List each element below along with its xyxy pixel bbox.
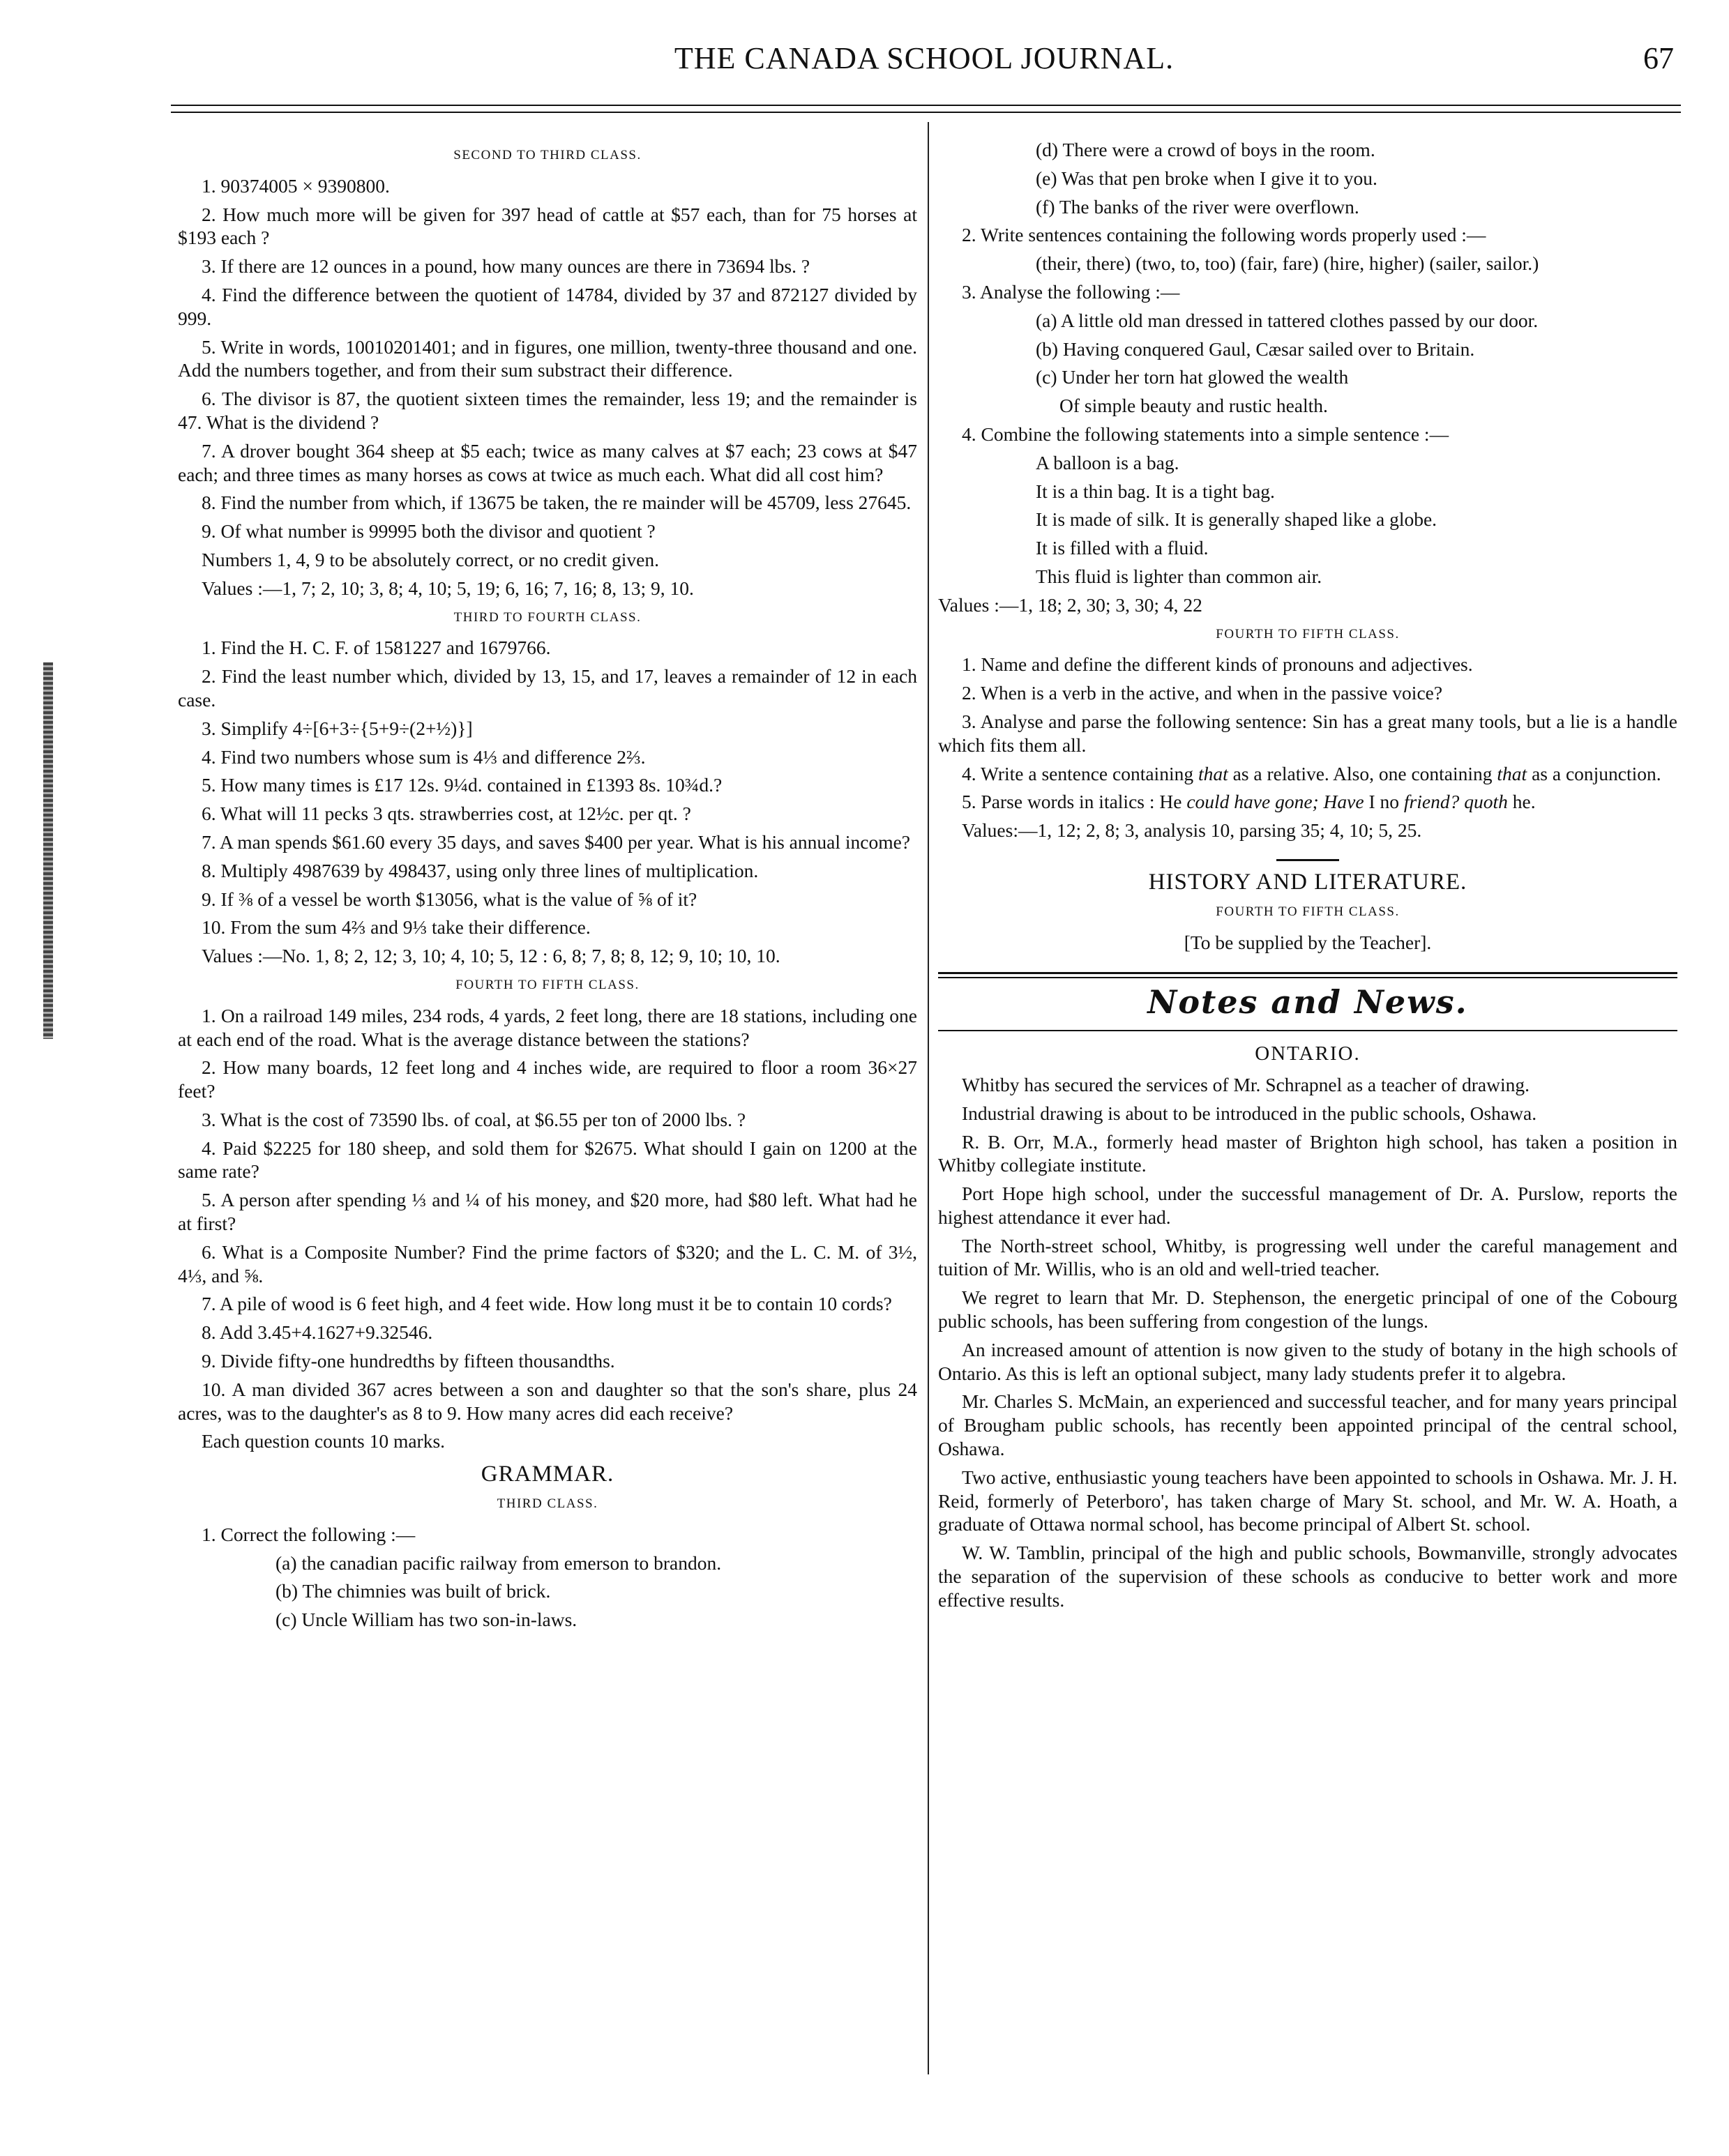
question: 10. From the sum 4⅔ and 9⅓ take their difference. xyxy=(202,916,591,939)
section-note: Each question counts 10 marks. xyxy=(202,1430,446,1452)
page-header xyxy=(167,40,1681,89)
history-subheading: FOURTH TO FIFTH CLASS. xyxy=(1216,904,1400,919)
sub-item: (f) The banks of the river were overflown. xyxy=(1036,195,1359,218)
news-item: Port Hope high school, under the successful management of Dr. A. Purslow, reports the highest attendance it ever had. xyxy=(938,1183,1677,1228)
sub-item: (c) Uncle William has two son-in-laws. xyxy=(275,1609,577,1631)
question: 4. Combine the following statements into a simple sentence :— xyxy=(962,423,1449,445)
news-item: Whitby has secured the services of Mr. Schrapnel as a teacher of drawing. xyxy=(962,1073,1530,1095)
italic-word: could have gone; Have xyxy=(1186,791,1364,813)
question: 2. Find the least number which, divided by 13, 15, and 17, leaves a remainder of 12 in each case. xyxy=(178,665,917,711)
values-line: Values :—No. 1, 8; 2, 12; 3, 10; 4, 10; 5, 12 : 6, 8; 7, 8; 8, 12; 9, 10; 10, 10. xyxy=(202,945,780,967)
question: 4. Find the difference between the quotient of 14784, divided by 37 and 872127 divided by 999. xyxy=(178,283,917,329)
region-heading: ONTARIO. xyxy=(1255,1042,1361,1065)
question-text: he. xyxy=(1507,791,1536,813)
history-heading: HISTORY AND LITERATURE. xyxy=(1148,869,1467,895)
question: 2. How many boards, 12 feet long and 4 inches wide, are required to floor a room 36×27 feet? xyxy=(178,1056,917,1102)
statement: This fluid is lighter than common air. xyxy=(1036,565,1322,587)
question: 10. A man divided 367 acres between a son and daughter so that the son's share, plus 24 acres, was to the daughter's as 8 to 9. How many acres did each receive? xyxy=(178,1378,917,1424)
question: 7. A man spends $61.60 every 35 days, and saves $400 per year. What is his annual income? xyxy=(202,830,911,853)
italic-word: that xyxy=(1198,762,1228,784)
question xyxy=(938,790,1677,814)
question: 7. A pile of wood is 6 feet high, and 4 feet wide. How long must it be to contain 10 cords? xyxy=(202,1293,892,1315)
question: 3. What is the cost of 73590 lbs. of coal, at $6.55 per ton of 2000 lbs. ? xyxy=(202,1108,746,1130)
question: 9. Of what number is 99995 both the divisor and quotient ? xyxy=(202,520,656,542)
question: 3. If there are 12 ounces in a pound, how many ounces are there in 73694 lbs. ? xyxy=(202,255,810,278)
sub-item: (e) Was that pen broke when I give it to you. xyxy=(1036,167,1377,189)
question: 3. Simplify 4÷[6+3÷{5+9÷(2+½)}] xyxy=(202,717,473,739)
question: 1. 90374005 × 9390800. xyxy=(202,174,390,197)
news-item: Industrial drawing is about to be introduced in the public schools, Oshawa. xyxy=(962,1102,1537,1124)
question: 5. Write in words, 10010201401; and in figures, one million, twenty-three thousand and one. Add the numbers together, and from their sum substract their difference. xyxy=(178,335,917,381)
news-item: An increased amount of attention is now given to the study of botany in the high schools of Ontario. As this is left an optional subject, many lady students prefer it to algebra. xyxy=(938,1338,1677,1384)
question-text: 4. Write a sentence containing xyxy=(962,762,1198,784)
statement: It is made of silk. It is generally shaped like a globe. xyxy=(1036,508,1437,531)
section-heading: SECOND TO THIRD CLASS. xyxy=(453,148,642,162)
grammar-heading: GRAMMAR. xyxy=(481,1462,614,1487)
header-rule-top xyxy=(171,105,1681,106)
sub-item: (c) Under her torn hat glowed the wealth xyxy=(1036,366,1349,388)
question: 8. Multiply 4987639 by 498437, using only three lines of multiplication. xyxy=(202,859,759,881)
sub-item: (b) Having conquered Gaul, Cæsar sailed over to Britain. xyxy=(1036,337,1475,360)
notes-and-news-title: Notes and News. xyxy=(1147,983,1468,1022)
question: 1. Correct the following :— xyxy=(202,1523,416,1545)
news-item: We regret to learn that Mr. D. Stephenson, the energetic principal of one of the Cobourg public schools, has been suffering from congestion of the lungs. xyxy=(938,1286,1677,1333)
statement: It is a thin bag. It is a tight bag. xyxy=(1036,480,1275,502)
statement: It is filled with a fluid. xyxy=(1036,537,1209,559)
double-rule-bottom xyxy=(938,977,1677,978)
sub-item: (a) A little old man dressed in tattered clothes passed by our door. xyxy=(1036,309,1539,331)
question: 9. If ⅜ of a vessel be worth $13056, what is the value of ⅝ of it? xyxy=(202,888,697,910)
question: 2. Write sentences containing the following words properly used :— xyxy=(962,224,1486,246)
italic-word: friend? quoth xyxy=(1403,791,1508,813)
question: 6. What is a Composite Number? Find the prime factors of $320; and the L. C. M. of 3½, 4⅓, and ⅝. xyxy=(178,1240,917,1286)
question xyxy=(938,762,1677,786)
news-item: R. B. Orr, M.A., formerly head master of Brighton high school, has taken a position in Whitby collegiate institute. xyxy=(938,1130,1677,1176)
news-item: W. W. Tamblin, principal of the high and public schools, Bowmanville, strongly advocates the separation of the supervision of these schools as conducive to better work and more effective results. xyxy=(938,1542,1677,1611)
question: 5. How many times is £17 12s. 9¼d. contained in £1393 8s. 10¾d.? xyxy=(202,774,723,796)
question: 6. What will 11 pecks 3 qts. strawberries cost, at 12½c. per qt. ? xyxy=(202,803,691,825)
left-column xyxy=(178,138,917,1637)
section-note: Numbers 1, 4, 9 to be absolutely correct, or no credit given. xyxy=(202,548,659,570)
question: 1. On a railroad 149 miles, 234 rods, 4 yards, 2 feet long, there are 18 stations, including one at each end of the road. What is the average distance between the stations? xyxy=(178,1004,917,1050)
verse-line: Of simple beauty and rustic health. xyxy=(1059,395,1328,417)
page-number: 67 xyxy=(1643,41,1674,75)
history-note: [To be supplied by the Teacher]. xyxy=(1184,931,1432,953)
question: 6. The divisor is 87, the quotient sixteen times the remainder, less 19; and the remainder is 47. What is the dividend ? xyxy=(178,388,917,433)
question: 2. How much more will be given for 397 head of cattle at $57 each, than for 75 horses at $193 each ? xyxy=(178,203,917,249)
question: 3. Analyse the following :— xyxy=(962,280,1180,303)
sub-item: (d) There were a crowd of boys in the room. xyxy=(1036,139,1375,160)
question: 8. Add 3.45+4.1627+9.32546. xyxy=(202,1321,433,1344)
question: 1. Find the H. C. F. of 1581227 and 1679766. xyxy=(202,637,551,659)
question: 1. Name and define the different kinds of pronouns and adjectives. xyxy=(962,653,1473,676)
question-text: I no xyxy=(1364,791,1404,813)
notes-rule xyxy=(938,1030,1677,1031)
right-column xyxy=(938,138,1677,1617)
question: 2. When is a verb in the active, and when in the passive voice? xyxy=(962,682,1443,704)
question: 4. Paid $2225 for 180 sheep, and sold them for $2675. What should I gain on 1200 at the same rate? xyxy=(178,1137,917,1183)
section-separator xyxy=(1276,859,1339,861)
question: 4. Find two numbers whose sum is 4⅓ and difference 2⅔. xyxy=(202,745,646,768)
question-text: as a relative. Also, one containing xyxy=(1228,762,1497,784)
question: 3. Analyse and parse the following sentence: Sin has a great many tools, but a lie is a handle which fits them all. xyxy=(938,710,1677,756)
news-item: Two active, enthusiastic young teachers have been appointed to schools in Oshawa. Mr. J. H. Reid, formerly of Peterboro', has taken charge of Mary St. school, and Mr. W. A. Hoath, a graduate of Ottawa normal school, has become principal of Albert St. school. xyxy=(938,1466,1677,1535)
sub-item: (b) The chimnies was built of brick. xyxy=(275,1580,551,1602)
question: 5. A person after spending ⅓ and ¼ of his money, and $20 more, had $80 left. What had he at first? xyxy=(178,1189,917,1235)
section-heading: FOURTH TO FIFTH CLASS. xyxy=(1216,626,1400,642)
question-text: 5. Parse words in italics : He xyxy=(962,791,1187,813)
section-heading: FOURTH TO FIFTH CLASS. xyxy=(455,977,640,992)
values-line: Values:—1, 12; 2, 8; 3, analysis 10, parsing 35; 4, 10; 5, 25. xyxy=(962,819,1422,842)
question: 7. A drover bought 364 sheep at $5 each; twice as many calves at $7 each; 23 cows at $47 each; and three times as many horses as cows at twice as much each. What did all cost him? xyxy=(178,439,917,485)
question: 9. Divide fifty-one hundredths by fifteen thousandths. xyxy=(202,1350,615,1372)
news-item: The North-street school, Whitby, is progressing well under the careful management and tuition of Mr. Willis, who is an old and well-tried teacher. xyxy=(938,1234,1677,1280)
scan-margin-mark xyxy=(43,662,53,1039)
news-item: Mr. Charles S. McMain, an experienced and successful teacher, and for many years principal of Brougham public schools, has recently been appointed principal of the central school, Oshawa. xyxy=(938,1390,1677,1460)
grammar-subheading: THIRD CLASS. xyxy=(497,1496,598,1512)
column-divider xyxy=(928,122,929,2074)
question: 8. Find the number from which, if 13675 be taken, the re mainder will be 45709, less 27645. xyxy=(202,492,912,514)
values-line: Values :—1, 18; 2, 30; 3, 30; 4, 22 xyxy=(938,593,1202,616)
journal-title: THE CANADA SCHOOL JOURNAL. xyxy=(674,41,1175,75)
section-heading: THIRD TO FOURTH CLASS. xyxy=(453,609,642,625)
sub-item: (a) the canadian pacific railway from emerson to brandon. xyxy=(275,1551,722,1574)
word-pairs: (their, there) (two, to, too) (fair, fare) (hire, higher) (sailer, sailor.) xyxy=(1036,252,1539,275)
double-rule-top xyxy=(938,972,1677,974)
question-text: as a conjunction. xyxy=(1527,762,1661,784)
header-rule-bottom xyxy=(171,112,1681,113)
italic-word: that xyxy=(1497,762,1527,784)
values-line: Values :—1, 7; 2, 10; 3, 8; 4, 10; 5, 19; 6, 16; 7, 16; 8, 13; 9, 10. xyxy=(202,577,694,599)
statement: A balloon is a bag. xyxy=(1036,451,1179,473)
